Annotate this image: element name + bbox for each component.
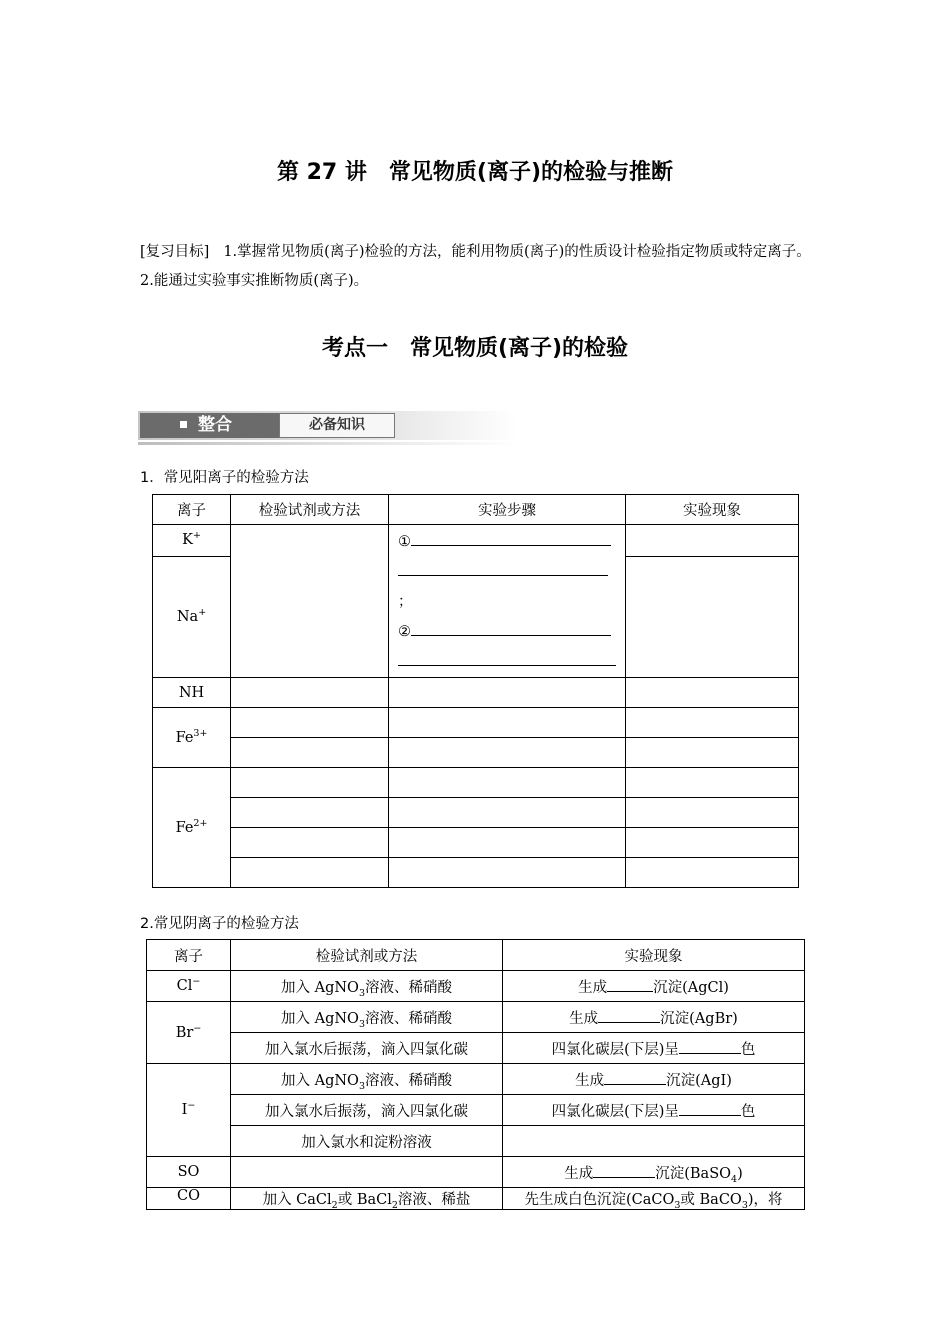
- table-row: [147, 1033, 805, 1064]
- banner-label: 必备知识: [309, 417, 365, 433]
- reagent-cell: [231, 738, 389, 768]
- phenomenon-cell-k: [626, 525, 799, 557]
- phenomenon-cell: 生成 沉淀(AgBr): [503, 1002, 805, 1033]
- answer-blank[interactable]: [411, 531, 611, 546]
- ion-nh: NH: [153, 678, 231, 708]
- phenomenon-cell-na: [626, 556, 799, 677]
- steps-cell: [389, 738, 626, 768]
- answer-blank[interactable]: [604, 1070, 666, 1085]
- review-text: 1.掌握常见物质(离子)检验的方法，能利用物质(离子)的性质设计检验指定物质或特定离子。2.能通过实验事实推断物质(离子)。: [140, 244, 811, 289]
- step-separator: ；: [398, 594, 413, 610]
- table-row: [153, 525, 799, 557]
- table-row: [147, 1002, 805, 1033]
- reagent-cell: 加入 AgNO$_3$溶液、稀硝酸: [231, 971, 503, 1002]
- review-label: [复习目标]: [140, 244, 210, 260]
- table-row: [153, 738, 799, 768]
- reagent-cell: [231, 828, 389, 858]
- reagent-cell: 加入 AgNO$_3$溶液、稀硝酸: [231, 1002, 503, 1033]
- reagent-cell: [231, 708, 389, 738]
- anion-heading: 2.常见阴离子的检验方法: [140, 916, 299, 932]
- phenomenon-cell: [503, 1126, 805, 1157]
- steps-cell: [389, 708, 626, 738]
- table-header-row: [153, 495, 799, 525]
- table-row: [153, 678, 799, 708]
- steps-cell: [389, 768, 626, 798]
- table-row: [153, 708, 799, 738]
- steps-cell: [389, 678, 626, 708]
- answer-blank[interactable]: [398, 561, 608, 576]
- header-steps: 实验步骤: [389, 495, 626, 525]
- header-phenomenon: 实验现象: [503, 940, 805, 971]
- reagent-cell: 加入氯水后振荡，滴入四氯化碳: [231, 1033, 503, 1064]
- answer-blank[interactable]: [398, 651, 616, 666]
- ion-k: K+: [153, 525, 231, 557]
- answer-blank[interactable]: [679, 1039, 741, 1054]
- phenomenon-cell: 生成 沉淀(BaSO$_4$): [503, 1157, 805, 1188]
- ion-na: Na+: [153, 556, 231, 677]
- reagent-cell: [231, 858, 389, 888]
- table-row: [153, 798, 799, 828]
- steps-cell: [389, 828, 626, 858]
- review-objectives: [140, 238, 812, 296]
- header-reagent: 检验试剂或方法: [231, 495, 389, 525]
- ion-so: SO: [147, 1157, 231, 1188]
- banner-tag: 整合: [198, 415, 232, 435]
- phenomenon-cell: [626, 798, 799, 828]
- phenomenon-cell: [626, 768, 799, 798]
- ion-cl: Cl−: [147, 971, 231, 1002]
- steps-cell-k-na: [389, 525, 626, 678]
- cation-table: [152, 494, 799, 888]
- reagent-cell: 加入 AgNO$_3$溶液、稀硝酸: [231, 1064, 503, 1095]
- phenomenon-cell: [626, 678, 799, 708]
- answer-blank[interactable]: [593, 1163, 655, 1178]
- table-row: [147, 1126, 805, 1157]
- table-row: [153, 828, 799, 858]
- table-row: [153, 768, 799, 798]
- ion-fe3: $Fe^{3+}$: [153, 708, 231, 768]
- header-phenomenon: 实验现象: [626, 495, 799, 525]
- answer-blank[interactable]: [679, 1101, 741, 1116]
- square-bullet-icon: [180, 421, 187, 428]
- knowledge-banner: [138, 411, 518, 445]
- step-circle-1: ①: [398, 534, 411, 550]
- reagent-cell: [231, 798, 389, 828]
- phenomenon-cell: 先生成白色沉淀(CaCO$_3$或 BaCO$_3$)，将: [503, 1188, 805, 1210]
- header-ion: 离子: [147, 940, 231, 971]
- table-row: [147, 1188, 805, 1210]
- section-title: 考点一 常见物质(离子)的检验: [321, 336, 629, 361]
- reagent-cell: [231, 678, 389, 708]
- banner-label-box: [279, 413, 395, 438]
- step-circle-2: ②: [398, 624, 411, 640]
- ion-co: CO: [147, 1188, 231, 1210]
- table-header-row: [147, 940, 805, 971]
- table-row: [147, 971, 805, 1002]
- answer-blank[interactable]: [411, 621, 611, 636]
- header-ion: 离子: [153, 495, 231, 525]
- phenomenon-cell: 四氯化碳层(下层)呈 色: [503, 1095, 805, 1126]
- table-row: [153, 858, 799, 888]
- ion-br: Br−: [147, 1002, 231, 1064]
- reagent-cell: 加入氯水后振荡，滴入四氯化碳: [231, 1095, 503, 1126]
- phenomenon-cell: [626, 708, 799, 738]
- phenomenon-cell: 四氯化碳层(下层)呈 色: [503, 1033, 805, 1064]
- phenomenon-cell: [626, 858, 799, 888]
- reagent-cell: [231, 768, 389, 798]
- steps-cell: [389, 858, 626, 888]
- header-reagent: 检验试剂或方法: [231, 940, 503, 971]
- reagent-cell: [231, 1157, 503, 1188]
- steps-cell: [389, 798, 626, 828]
- banner-underline: [138, 442, 518, 445]
- table-row: [147, 1064, 805, 1095]
- phenomenon-cell: 生成 沉淀(AgCl): [503, 971, 805, 1002]
- table-row: [147, 1095, 805, 1126]
- reagent-cell-k-na: [231, 525, 389, 678]
- answer-blank[interactable]: [607, 977, 653, 992]
- reagent-cell: 加入 CaCl$_2$或 BaCl$_2$溶液、稀盐: [231, 1188, 503, 1210]
- phenomenon-cell: [626, 738, 799, 768]
- answer-blank[interactable]: [598, 1008, 660, 1023]
- page-title: 第 27 讲 常见物质(离子)的检验与推断: [276, 160, 674, 185]
- cation-heading: 1．常见阳离子的检验方法: [140, 470, 309, 486]
- table-row: [147, 1157, 805, 1188]
- phenomenon-cell: [626, 828, 799, 858]
- reagent-cell: 加入氯水和淀粉溶液: [231, 1126, 503, 1157]
- anion-table: [146, 939, 805, 1210]
- phenomenon-cell: 生成 沉淀(AgI): [503, 1064, 805, 1095]
- ion-i: I−: [147, 1064, 231, 1157]
- ion-fe2: $Fe^{2+}$: [153, 768, 231, 888]
